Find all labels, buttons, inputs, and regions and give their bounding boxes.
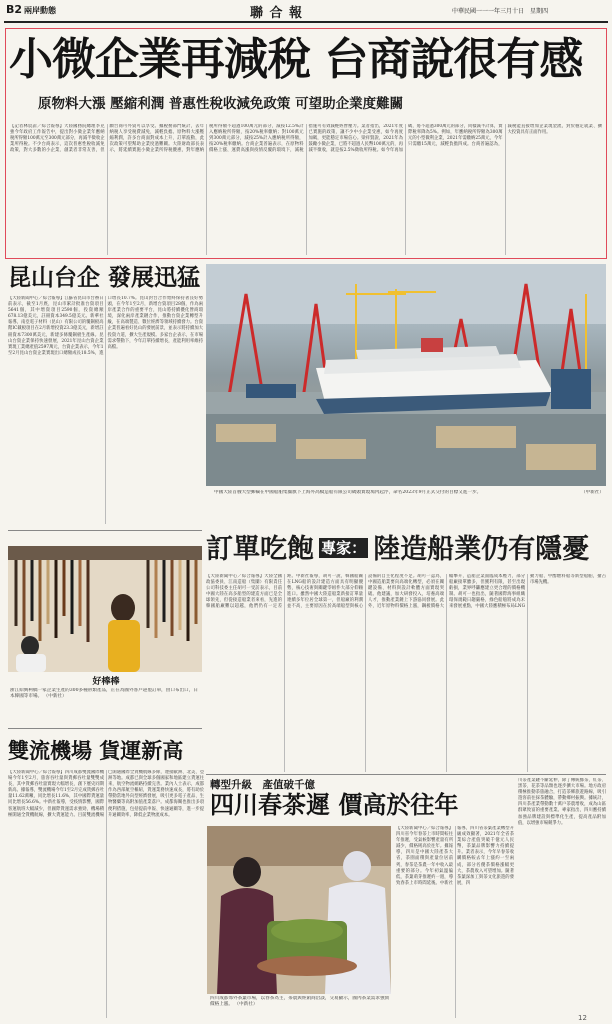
shipyard-photo	[206, 264, 606, 486]
sichuan-body-continued: 川茶產業鏈不斷延伸，除了傳統綠茶，紅茶、黑茶、花茶等品類也逐步擴大市場。地方政府積極推動茶旅融合，打造茶鄉旅遊路線，吸引遊客前往採茶體驗，帶動鄉村振興。據統計，四川茶產業帶動數十萬戶茶農增收，成為山區群眾致富的重要產業。專家指出，四川應持續加強品牌建設與標準化生產，提高產品附加值，以增強市場競爭力。	[518, 778, 606, 826]
issue-date: 中華民國一一一年三月十日 星期四	[452, 8, 549, 15]
belt-caption-text: 浙江紹興柯橋一家企業生產的300多種帶類產品，正在為國外客戶趕製訂單，由口布出口，日本韓國等市場。	[10, 688, 198, 700]
shipyard-caption	[214, 490, 604, 516]
tea-caption-text: 四川成都郊外茶葉市場，以春茶為主，茶農與經銷商洽談，交易顯示，國內茶業需求強勁價格上漲。	[210, 996, 390, 1008]
kunshan-headline: 昆山台企 發展迅猛	[8, 265, 201, 291]
lead-body: 【記者林宸誼／綜合報導】大陸國務院總理李克強今年政府工作報告中，提出對小微企業年應納稅所得額100萬元至300萬元部分，再減半徵收企業所得稅。不少台商表示，這次普惠性稅收減免政策，對大多數的小企業、創業者非常友善，但願台商可外資可以享受。據稅務部門統計，去年納稅人享受稅費減免，減輕負擔。原物料大漲壓縮利潤，許多台商面對成本上升、訂單波動，此次政策可望幫助企業度過難關。大陸財政部長表示，將延續實施小微企業所得稅優惠，對年應納稅所得額不超過100萬元的部分，減按12.5%計入應納稅所得額，按20%稅率繳納；對100萬元到300萬元部分，減按25%計入應納稅所得額，按20%稅率繳納。台商企業普遍表示，在原物料價格上漲、運費高漲與疫情反覆的環境下，減稅措施可有效減輕經營壓力。業者指出，2021年度已實施的政策，讓不少中小企業受惠，如今再度加碼，更能穩定市場信心。梁祥賢說，2021年為鼓勵小微企業，已將不超過人民幣100萬元的，再減半徵收，就是按2.5%徵收所得稅。如今年再加碼，將不超過300萬元的部分，同樣減半計算，實際稅率降為5%。例如，年應納稅所得額為300萬元的小型微利企業，2021年需繳納25萬元，今年只需繳15萬元，減輕負擔四成。台商普遍認為，減稅能直接增加企業現金流，對於穩定就業、擴大投資具有正面作用。	[10, 124, 602, 154]
sichuan-kicker: 轉型升級 產值破千億	[210, 779, 315, 791]
paper-name: 聯 合 報	[250, 6, 304, 21]
belt-caption	[10, 688, 200, 716]
divider-left-kunshan	[8, 530, 202, 531]
shipbuilding-headline-rest: 陸造船業仍有隱憂	[373, 534, 590, 565]
belt-credit: （中新社）	[43, 694, 67, 700]
divider-left-airport	[8, 728, 202, 729]
lead-headline: 小微企業再減稅 台商說很有感	[9, 36, 583, 84]
shipbuilding-headline	[206, 534, 606, 568]
kunshan-body: 【大陸新聞中心／綜合報導】江蘇省昆山市台辦日前表示，截至1月底，昆山市累計批准台資項目5641個，其中增資項目2590個，投資總額678.13億美元，註冊資本349.5億美元。新華社報導，南亞電子材料（昆山）有限公司的覆銅板高階IC載板項目在2月新增投資23.3億美元，新增註冊資本7300萬美元，新建多條覆銅板生產線。昆山台資企業保持快速發展，2021年昆山台資企業實現工業總產值2597萬元，台資企業表示，今年1至2月昆山台資企業實現出口總額成長18.5%，進口增長10.7%。昆山對台合作始終保持著良好勢頭，在今年1至2月，新增台資項目28個，作為兩岸產業合作的重要平台，昆山將持續優化營商環境，深化兩岸產業鏈合作，推動台資企業轉型升級，在高端製造、數位經濟等領域持續發力。台資企業普遍看好昆山的發展前景，並表示將持續加大投資力道，擴大生產規模。多家台企表示，在市場需求帶動下，今年訂單持續增長，產能利用率維持高檔。	[8, 296, 203, 356]
shipyard-caption-text: 中國大陸首艘大型郵輪在中國船舶集團旗下上海外高橋造船有限公司碼頭實現塢內起浮，命名2023年9月正式交付的目標又進一步。	[214, 490, 482, 495]
shipbuilding-body: 【大陸新聞中心／綜合報導】大陸全國政協委員、江南造船（集團）有限責任公司科技委主任胡可一受訪表示，目前中國大陸在高多船型的建造方面已是全球領先，但從接造船業者來看，先進的韓國船廠難以超越，他們仍有一定差距。中新社報導，胡可一說，韓國船廠在LNG船的設計建造方面具有明顯優勢，核心技術與關鍵零組件大部分仰賴進口。雖然中國大陸造船業新接訂單量連續多年位居全球第一，但船廠的利潤並不高，主要原因在於高端船型與核心設備的自主化程度不足。胡可一認為，中國造船業要向高端化轉型，必須在關鍵設備、材料與設計軟體方面實現突破。他建議，加大研發投入，培養高端人才，推動產業鏈上下游協同發展。此外，近年原物料價格上漲，鋼板價格大幅攀升，造船企業面臨成本壓力，部分船廠接單雖多，但獲利有限，甚至出現虧損，業界呼籲應建立更合理的價格機制。胡可一也指出，隨著國際海事組織環保規範日趨嚴格，綠色船舶將成為未來發展重點，中國大陸應積極布局LNG動力船、甲醇燃料船等新型船舶，搶占市場先機。	[206, 574, 606, 610]
airport-body: 【大陸新聞中心／綜合報導】四川成都雙流國際機場今年1至2月，旅客吞吐量與貨郵吞吐量雙雙成長，其中貨郵吞吐量實現大幅增長，創下歷史同期新高。據報導，雙流機場今年1至2月完成貨郵吞吐量11.62萬噸，同比增長11.6%，其中國際貨運量同比增長56.6%。中新社報導，受疫情影響，國際客運航班大幅減少，但國際貨運需求強勁，機場積極開通全貨機航線，擴大貨運能力。目前雙流機場已開通國際全貨機航線多條，連接歐洲、北美、亞洲等地。成都已與全球多個國家和地區建立貨運往來，航空物流網路持續完善。業內人士表示，成都作為西部航空樞紐，貨運業務快速成長，將有助於帶動當地外向型經濟發展，吸引更多電子產品、生物醫藥等高附加值產業落戶。成都海關也推出多項便利措施，包括提前申報、快速通關等，進一步提升通關效率，降低企業物流成本。	[8, 770, 204, 818]
tea-caption	[210, 996, 392, 1020]
shipbuilding-tag: 專家：	[321, 539, 367, 557]
tea-credit: （中新社）	[234, 1002, 258, 1008]
sichuan-body: 【大陸新聞中心／綜合報導】四川省今年春茶上市時間較往年推遲，受氣候影響產量有所減少，價格則高於往年。據報導，四川是中國大陸產茶大省，茶園面積與產量位居前列，春茶是茶農一年中收入最重要的部分。今年初氣溫偏低，茶葉萌芽推遲約一週，導致春茶上市時間延後。中新社報導，四川省茶葉產業轉型升級成效顯著，2021年全省茶業綜合產值突破千億元人民幣，茶葉品牌影響力持續提升。業者表示，今年早春茶收購價格較去年上漲約一至兩成，部分名優茶價格漲幅更大，茶農收入可望增加。隨著茶葉深加工與茶文化旅遊的發展，四	[396, 826, 514, 886]
airport-headline: 雙流機場 貨運新高	[8, 739, 184, 763]
shipyard-credit: （中新社）	[581, 490, 604, 495]
page-number: 12	[578, 1014, 587, 1022]
section-name: 兩岸動態	[24, 6, 56, 15]
sichuan-headline: 四川春茶遲 價高於往年	[210, 791, 459, 819]
belts-illustration	[8, 546, 202, 672]
belt-photo	[8, 546, 202, 672]
shipbuilding-headline-lead: 訂單吃飽	[206, 534, 314, 565]
tea-photo	[207, 826, 391, 994]
shipyard-illustration	[206, 264, 606, 486]
lead-subhead: 原物料大漲 壓縮利潤 普惠性稅收減免政策 可望助企業度難關	[38, 96, 404, 112]
masthead	[0, 0, 612, 22]
masthead-rule	[4, 21, 608, 23]
belt-photo-label: 好棒棒	[92, 677, 120, 687]
tea-illustration	[207, 826, 391, 994]
divider-right-sichuan	[206, 774, 606, 775]
section-code: B2	[6, 3, 23, 16]
